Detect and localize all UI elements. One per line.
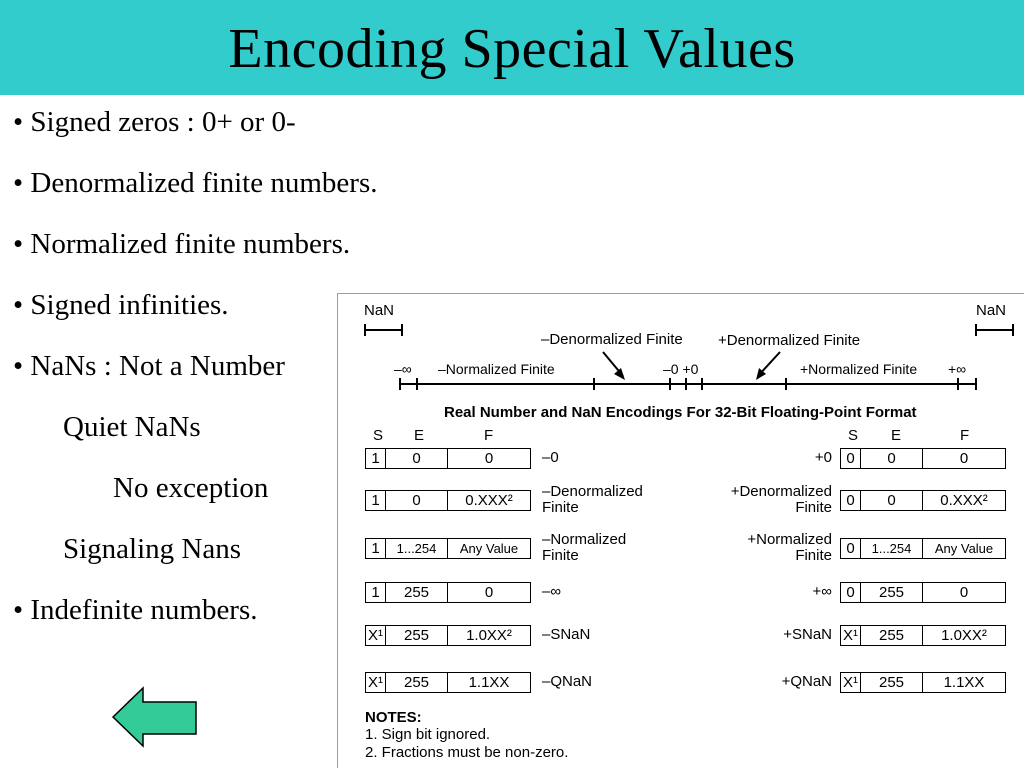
pos-inf-label: +∞ <box>948 361 967 377</box>
bullet-denormalized: • Denormalized finite numbers. <box>13 167 378 199</box>
neg-row-label: –QNaN <box>542 673 593 690</box>
neg-cell-f: 0.XXX² <box>465 491 513 509</box>
pos-cell-f: 1.1XX <box>943 673 985 691</box>
neg-encoding-row <box>365 672 531 693</box>
pos-denorm-label: +Denormalized Finite <box>718 332 861 349</box>
pos-encoding-row <box>840 490 1006 511</box>
neg-cell-s: X¹ <box>366 673 386 692</box>
neg-cell-e: 1...254 <box>386 539 448 558</box>
pos-row-label: +∞ <box>812 583 832 600</box>
back-arrow-button[interactable] <box>110 686 200 748</box>
neg-encoding-row <box>365 582 531 603</box>
pos-normalized-label: +Normalized Finite <box>800 361 918 377</box>
left-header-f: F <box>484 427 494 444</box>
neg-cell-f: 0 <box>484 583 494 601</box>
bullet-nans: • NaNs : Not a Number <box>13 350 285 382</box>
neg-cell-e: 255 <box>386 583 448 602</box>
bullet-signaling-nans: Signaling Nans <box>63 533 242 565</box>
right-header-s: S <box>848 427 859 444</box>
pos-cell-f: 0 <box>959 583 969 601</box>
encoding-figure <box>337 293 1024 768</box>
bullet-quiet-nans: Quiet NaNs <box>63 411 201 443</box>
neg-encoding-row <box>365 538 531 559</box>
pos-cell-f: Any Value <box>934 540 994 556</box>
zeros-label: –0 +0 <box>663 361 699 377</box>
bullet-signed-zeros: • Signed zeros : 0+ or 0- <box>13 106 296 138</box>
neg-cell-e: 255 <box>386 673 448 692</box>
neg-row-label: –0 <box>542 449 559 466</box>
neg-cell-s: X¹ <box>366 626 386 645</box>
pos-cell-f: 0.XXX² <box>940 491 988 509</box>
neg-encoding-row <box>365 625 531 646</box>
pos-row-label: +SNaN <box>783 626 832 643</box>
right-header-f: F <box>960 427 970 444</box>
neg-inf-label: –∞ <box>394 361 412 377</box>
pos-row-label: +QNaN <box>781 673 832 690</box>
pos-cell-s: X¹ <box>841 626 861 645</box>
pos-row-label: +0 <box>814 449 832 466</box>
pos-cell-s: 0 <box>841 583 861 602</box>
left-header-s: S <box>373 427 384 444</box>
nan-left-label: NaN <box>364 302 395 319</box>
pos-encoding-row <box>840 538 1006 559</box>
neg-encoding-row <box>365 448 531 469</box>
bullet-normalized: • Normalized finite numbers. <box>13 228 351 260</box>
pos-row-label: +Normalized Finite <box>747 531 832 564</box>
pos-cell-e: 255 <box>861 626 923 645</box>
nan-right-label: NaN <box>976 302 1007 319</box>
neg-row-label: –Denormalized Finite <box>542 483 643 516</box>
bullet-infinities: • Signed infinities. <box>13 289 229 321</box>
pos-encoding-row <box>840 625 1006 646</box>
back-arrow-icon <box>113 688 196 746</box>
neg-cell-s: 1 <box>366 491 386 510</box>
neg-row-label: –Normalized Finite <box>542 531 627 564</box>
pos-cell-f: 1.0XX² <box>941 626 987 644</box>
neg-cell-f: 0 <box>484 449 494 467</box>
neg-normalized-label: –Normalized Finite <box>438 361 555 377</box>
neg-cell-e: 0 <box>386 449 448 468</box>
notes-heading: NOTES: <box>365 709 422 726</box>
neg-row-label: –SNaN <box>542 626 591 643</box>
right-header-e: E <box>891 427 902 444</box>
note-2: 2. Fractions must be non-zero. <box>365 744 569 761</box>
neg-encoding-row <box>365 490 531 511</box>
pos-cell-s: 0 <box>841 449 861 468</box>
neg-cell-e: 255 <box>386 626 448 645</box>
pos-encoding-row <box>840 582 1006 603</box>
pos-cell-s: 0 <box>841 539 861 558</box>
neg-cell-f: 1.0XX² <box>466 626 512 644</box>
neg-cell-f: 1.1XX <box>468 673 510 691</box>
pos-cell-e: 255 <box>861 583 923 602</box>
bullet-no-exception: No exception <box>113 472 269 504</box>
slide-title: Encoding Special Values <box>228 18 796 80</box>
pos-cell-s: 0 <box>841 491 861 510</box>
pos-cell-e: 255 <box>861 673 923 692</box>
note-1: 1. Sign bit ignored. <box>365 726 491 743</box>
left-header-e: E <box>414 427 425 444</box>
pos-cell-s: X¹ <box>841 673 861 692</box>
pos-cell-e: 0 <box>861 449 923 468</box>
neg-cell-f: Any Value <box>459 540 519 556</box>
pos-row-label: +Denormalized Finite <box>730 483 832 516</box>
neg-cell-s: 1 <box>366 449 386 468</box>
neg-row-label: –∞ <box>542 583 562 600</box>
pos-encoding-row <box>840 448 1006 469</box>
pos-cell-e: 0 <box>861 491 923 510</box>
pos-cell-f: 0 <box>959 449 969 467</box>
bullet-indefinite: • Indefinite numbers. <box>13 594 258 626</box>
neg-cell-e: 0 <box>386 491 448 510</box>
neg-cell-s: 1 <box>366 583 386 602</box>
figure-title: Real Number and NaN Encodings For 32-Bit Floating-Point Format <box>444 404 917 421</box>
pos-cell-e: 1...254 <box>861 539 923 558</box>
neg-cell-s: 1 <box>366 539 386 558</box>
pos-encoding-row <box>840 672 1006 693</box>
neg-denorm-label: –Denormalized Finite <box>541 331 683 348</box>
